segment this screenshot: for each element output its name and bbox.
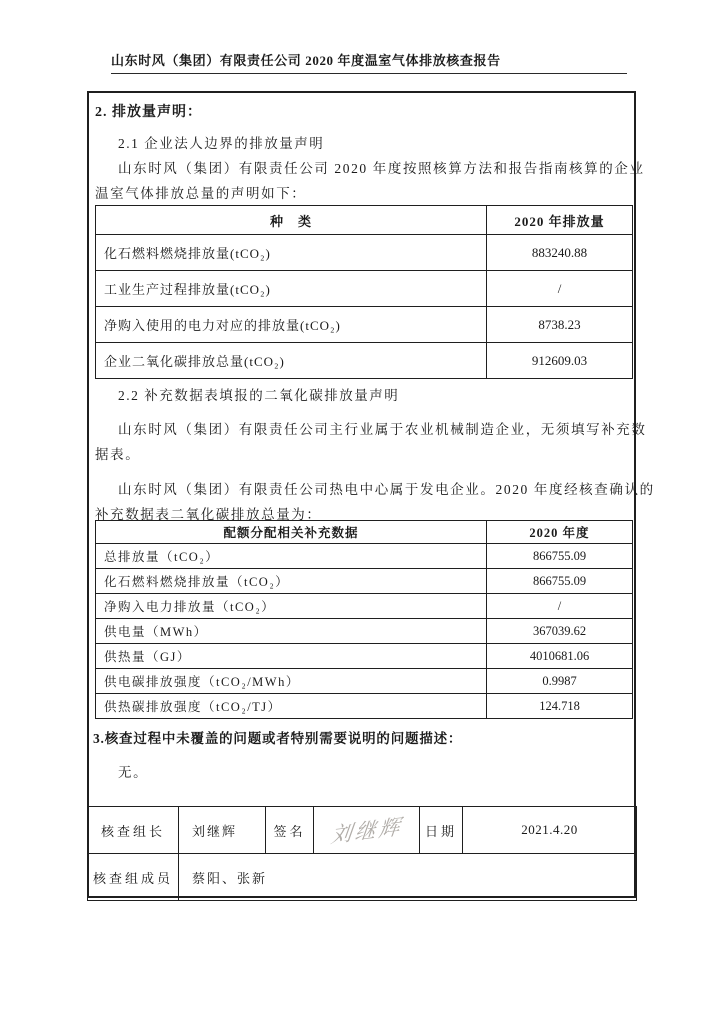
sign-label: 签名	[266, 807, 314, 854]
signoff-leader-row	[88, 807, 637, 854]
date-value: 2021.4.20	[463, 807, 637, 854]
signoff-members-row	[88, 854, 637, 901]
section-2-1-heading: 2.1 企业法人边界的排放量声明	[118, 136, 325, 151]
leader-label: 核查组长	[88, 807, 179, 854]
table-row	[96, 669, 633, 694]
emission-declaration-table	[95, 205, 633, 379]
supplement-table-value-header: 2020 年度	[487, 521, 633, 544]
running-header	[111, 53, 627, 74]
emission-row-value: 912609.03	[487, 343, 633, 379]
supplement-row-label: 供电量（MWh）	[96, 619, 487, 644]
supplement-row-label: 供热碳排放强度（tCO₂/TJ）	[96, 694, 487, 719]
report-body-frame	[87, 91, 655, 898]
supplement-row-value: 866755.09	[487, 544, 633, 569]
supplement-row-label: 总排放量（tCO₂）	[96, 544, 487, 569]
table-row	[96, 619, 633, 644]
section-2-1-paragraph-line-2: 温室气体排放总量的声明如下：	[95, 186, 307, 201]
supplement-row-value: 866755.09	[487, 569, 633, 594]
section-3-body: 无。	[118, 765, 149, 780]
section-2-heading: 2. 排放量声明：	[95, 105, 202, 120]
emission-row-value: 8738.23	[487, 307, 633, 343]
table-row	[96, 343, 633, 379]
table-row	[96, 694, 633, 719]
section-2-2-heading: 2.2 补充数据表填报的二氧化碳排放量声明	[118, 388, 400, 403]
supplement-row-value: 0.9987	[487, 669, 633, 694]
supplement-row-label: 化石燃料燃烧排放量（tCO₂）	[96, 569, 487, 594]
supplement-row-label: 供电碳排放强度（tCO₂/MWh）	[96, 669, 487, 694]
members-value: 蔡阳、张新	[179, 854, 637, 901]
signature-cell	[314, 807, 420, 854]
running-header-title: 山东时风（集团）有限责任公司 2020 年度温室气体排放核查报告	[111, 53, 501, 68]
emission-row-label: 企业二氧化碳排放总量(tCO₂)	[96, 343, 487, 379]
table-header-row	[96, 521, 633, 544]
supplement-table-category-header: 配额分配相关补充数据	[96, 521, 487, 544]
emission-row-value: 883240.88	[487, 235, 633, 271]
supplement-data-table	[95, 520, 633, 719]
section-3-heading: 3.核查过程中未覆盖的问题或者特别需要说明的问题描述：	[93, 731, 463, 746]
emission-row-label: 工业生产过程排放量(tCO₂)	[96, 271, 487, 307]
handwritten-signature: 刘继辉	[329, 814, 404, 848]
table-row	[96, 594, 633, 619]
table-row	[96, 235, 633, 271]
emission-table-category-header: 种 类	[96, 206, 487, 235]
supplement-row-label: 净购入电力排放量（tCO₂）	[96, 594, 487, 619]
table-header-row	[96, 206, 633, 235]
table-row	[96, 307, 633, 343]
section-2-2-paragraph-2-line-2: 补充数据表二氧化碳排放总量为：	[95, 507, 322, 522]
emission-table-value-header: 2020 年排放量	[487, 206, 633, 235]
section-2-2-paragraph-2-line-1: 山东时风（集团）有限责任公司热电中心属于发电企业。2020 年度经核查确认的	[118, 482, 655, 497]
supplement-row-value: 4010681.06	[487, 644, 633, 669]
emission-row-value: /	[487, 271, 633, 307]
emission-row-label: 净购入使用的电力对应的排放量(tCO₂)	[96, 307, 487, 343]
table-row	[96, 271, 633, 307]
supplement-row-value: /	[487, 594, 633, 619]
table-row	[96, 569, 633, 594]
leader-name: 刘继辉	[179, 807, 266, 854]
supplement-row-value: 367039.62	[487, 619, 633, 644]
signoff-table	[87, 806, 637, 901]
section-2-2-paragraph-1-line-2: 据表。	[95, 447, 141, 462]
emission-row-label: 化石燃料燃烧排放量(tCO₂)	[96, 235, 487, 271]
table-row	[96, 544, 633, 569]
date-label: 日期	[420, 807, 463, 854]
supplement-row-value: 124.718	[487, 694, 633, 719]
section-2-2-paragraph-1-line-1: 山东时风（集团）有限责任公司主行业属于农业机械制造企业，无须填写补充数	[118, 422, 647, 437]
section-2-1-paragraph-line-1: 山东时风（集团）有限责任公司 2020 年度按照核算方法和报告指南核算的企业	[118, 161, 645, 176]
supplement-row-label: 供热量（GJ）	[96, 644, 487, 669]
members-label: 核查组成员	[88, 854, 179, 901]
table-row	[96, 644, 633, 669]
